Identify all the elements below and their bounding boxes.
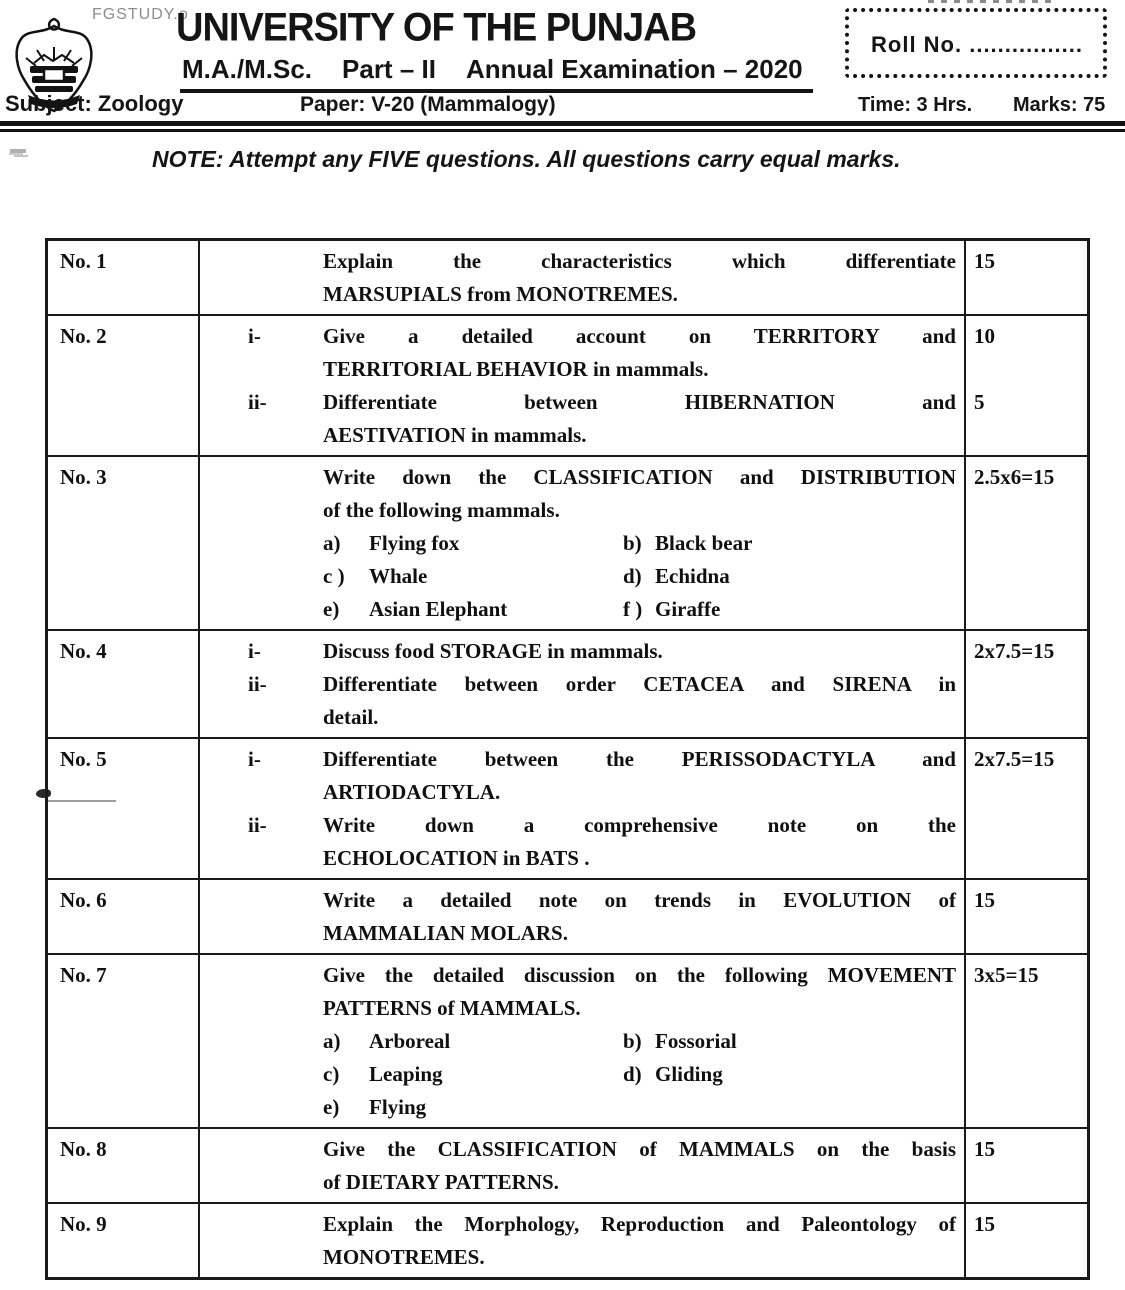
roll-no-label: Roll No. ................ xyxy=(871,32,1084,57)
question-row xyxy=(48,737,1087,878)
text-line: Differentiate between HIBERNATION and xyxy=(323,390,956,414)
part-label xyxy=(248,884,323,950)
question-part xyxy=(248,1208,964,1274)
part-text xyxy=(323,809,956,875)
text-line: Write down the CLASSIFICATION and DISTRIBUTION xyxy=(323,465,956,489)
marks-cell xyxy=(964,457,1089,629)
total-marks-label: Marks: 75 xyxy=(1013,94,1106,116)
question-part xyxy=(248,386,964,452)
option-text: Gliding xyxy=(655,1062,723,1086)
part-text xyxy=(323,386,956,452)
part-text xyxy=(323,635,956,668)
part-text xyxy=(323,1208,956,1274)
fgstudy-watermark: FGSTUDY.o xyxy=(92,6,189,23)
questions-table xyxy=(45,238,1090,1280)
marks-cell xyxy=(964,316,1089,455)
text-line: ECHOLOCATION in BATS . xyxy=(323,846,590,870)
text-line: of DIETARY PATTERNS. xyxy=(323,1170,559,1194)
part-label: i- xyxy=(248,639,261,663)
text-line: MAMMALIAN MOLARS. xyxy=(323,921,568,945)
option-item xyxy=(323,1025,623,1058)
option-letter: a) xyxy=(323,531,341,555)
question-part xyxy=(248,959,964,1025)
part-label xyxy=(248,959,323,1025)
option-item xyxy=(623,593,956,626)
question-content xyxy=(198,739,964,878)
text-line: Differentiate between order CETACEA and SIRENA in xyxy=(323,672,956,696)
options-block xyxy=(323,527,964,626)
text-line: Give the detailed discussion on the following MOVEMENT xyxy=(323,963,956,987)
part-label: Part – II xyxy=(342,54,436,84)
question-number: No. 2 xyxy=(60,324,107,348)
text-line: Explain the Morphology, Reproduction and Paleontology of xyxy=(323,1212,956,1236)
text-line: Give a detailed account on TERRITORY and xyxy=(323,324,956,348)
options-row xyxy=(323,593,956,626)
question-number: No. 5 xyxy=(60,747,107,771)
question-content xyxy=(198,316,964,455)
options-row xyxy=(323,560,956,593)
part-label xyxy=(248,1133,323,1199)
option-item xyxy=(323,527,623,560)
option-letter: c ) xyxy=(323,564,345,588)
option-letter: e) xyxy=(323,1095,340,1119)
part-text xyxy=(323,245,956,311)
part-label xyxy=(248,245,323,311)
marks-cell xyxy=(964,1129,1089,1202)
question-number: No. 6 xyxy=(60,888,107,912)
text-line: Discuss food STORAGE in mammals. xyxy=(323,639,663,663)
question-part xyxy=(248,461,964,527)
option-letter: a) xyxy=(323,1029,341,1053)
left-margin-scan-artifact xyxy=(10,149,26,153)
time-label: Time: 3 Hrs. xyxy=(858,94,973,116)
text-line: Explain the characteristics which differentiate xyxy=(323,249,956,273)
option-text: Flying fox xyxy=(369,531,460,555)
part-text xyxy=(323,959,956,1025)
marks-cell xyxy=(964,631,1089,737)
option-text: Whale xyxy=(369,564,428,588)
marks-cell xyxy=(964,1204,1089,1277)
text-line: TERRITORIAL BEHAVIOR in mammals. xyxy=(323,357,709,381)
option-text: Asian Elephant xyxy=(369,597,508,621)
text-line: Give the CLASSIFICATION of MAMMALS on the basis xyxy=(323,1137,956,1161)
options-block xyxy=(323,1025,964,1124)
marks-value: 10 xyxy=(974,324,995,348)
question-part xyxy=(248,1133,964,1199)
part-label: ii- xyxy=(248,672,267,696)
option-item xyxy=(623,1091,956,1124)
option-text: Leaping xyxy=(369,1062,443,1086)
session-label: Annual Examination – 2020 xyxy=(465,54,803,84)
option-item xyxy=(323,560,623,593)
text-line: of the following mammals. xyxy=(323,498,560,522)
part-text xyxy=(323,668,956,734)
question-row xyxy=(48,953,1087,1127)
option-text: Giraffe xyxy=(655,597,721,621)
marks-value: 15 xyxy=(974,1212,995,1236)
option-text: Arboreal xyxy=(369,1029,451,1053)
text-line: Differentiate between the PERISSODACTYLA and xyxy=(323,747,956,771)
marks-value: 5 xyxy=(974,390,985,414)
options-row xyxy=(323,527,956,560)
option-text: Black bear xyxy=(655,531,753,555)
question-row xyxy=(48,314,1087,455)
part-text xyxy=(323,743,956,809)
text-line: Write a detailed note on trends in EVOLUTION of xyxy=(323,888,956,912)
part-label xyxy=(248,1208,323,1274)
question-content xyxy=(198,631,964,737)
marks-value: 15 xyxy=(974,1137,995,1161)
question-number: No. 9 xyxy=(60,1212,107,1236)
options-row xyxy=(323,1025,956,1058)
options-row xyxy=(323,1091,956,1124)
question-number: No. 7 xyxy=(60,963,107,987)
question-row xyxy=(48,878,1087,953)
question-content xyxy=(198,241,964,314)
top-edge-scan-artifact xyxy=(928,0,1056,3)
option-item xyxy=(323,1058,623,1091)
option-letter: d) xyxy=(623,1062,642,1086)
question-row xyxy=(48,629,1087,737)
option-letter: b) xyxy=(623,1029,642,1053)
part-label: ii- xyxy=(248,390,267,414)
text-line: detail. xyxy=(323,705,379,729)
university-title: UNIVERSITY OF THE PUNJAB xyxy=(176,6,697,50)
question-part xyxy=(248,635,964,668)
option-letter: e) xyxy=(323,597,340,621)
text-line: MONOTREMES. xyxy=(323,1245,485,1269)
question-row xyxy=(48,241,1087,314)
option-text: Flying xyxy=(369,1095,427,1119)
option-letter: f ) xyxy=(623,597,643,621)
question-part xyxy=(248,668,964,734)
text-line: PATTERNS of MAMMALS. xyxy=(323,996,581,1020)
question-number: No. 4 xyxy=(60,639,107,663)
part-label xyxy=(248,461,323,527)
marks-value: 2x7.5=15 xyxy=(974,639,1055,663)
question-number: No. 3 xyxy=(60,465,107,489)
question-number: No. 1 xyxy=(60,249,107,273)
text-line: ARTIODACTYLA. xyxy=(323,780,501,804)
question-row xyxy=(48,1202,1087,1277)
question-part xyxy=(248,245,964,311)
marks-value: 2x7.5=15 xyxy=(974,747,1055,771)
option-item xyxy=(323,593,623,626)
option-letter: b) xyxy=(623,531,642,555)
question-content xyxy=(198,457,964,629)
option-item xyxy=(623,560,956,593)
option-item xyxy=(623,527,956,560)
part-text xyxy=(323,884,956,950)
marks-value: 3x5=15 xyxy=(974,963,1039,987)
instructions-note: NOTE: Attempt any FIVE questions. All questions carry equal marks. xyxy=(152,146,901,172)
marks-value: 2.5x6=15 xyxy=(974,465,1055,489)
subject-label: Subject: Zoology xyxy=(5,91,184,116)
marks-value: 15 xyxy=(974,249,995,273)
option-letter: d) xyxy=(623,564,642,588)
question-part xyxy=(248,884,964,950)
program-label: M.A./M.Sc. xyxy=(182,54,313,84)
marks-cell xyxy=(964,739,1089,878)
option-item xyxy=(623,1058,956,1091)
options-row xyxy=(323,1058,956,1091)
option-text: Echidna xyxy=(655,564,730,588)
question-part xyxy=(248,320,964,386)
paper-label: Paper: V-20 (Mammalogy) xyxy=(300,93,556,116)
marks-value: 15 xyxy=(974,888,995,912)
question-content xyxy=(198,880,964,953)
question-number: No. 8 xyxy=(60,1137,107,1161)
option-item xyxy=(623,1025,956,1058)
header-divider-rule xyxy=(0,121,1125,132)
marks-cell xyxy=(964,241,1089,314)
option-letter: c) xyxy=(323,1062,340,1086)
question-content xyxy=(198,955,964,1127)
part-label: i- xyxy=(248,747,261,771)
part-label: ii- xyxy=(248,813,267,837)
roll-no-box xyxy=(845,8,1107,78)
option-text: Fossorial xyxy=(655,1029,737,1053)
part-text xyxy=(323,1133,956,1199)
question-content xyxy=(198,1204,964,1277)
text-line: MARSUPIALS from MONOTREMES. xyxy=(323,282,678,306)
text-line: AESTIVATION in mammals. xyxy=(323,423,587,447)
text-line: Write down a comprehensive note on the xyxy=(323,813,956,837)
part-label: i- xyxy=(248,324,261,348)
part-text xyxy=(323,320,956,386)
question-content xyxy=(198,1129,964,1202)
question-part xyxy=(248,743,964,809)
exam-title-line xyxy=(180,54,813,93)
question-row xyxy=(48,1127,1087,1202)
part-text xyxy=(323,461,956,527)
marks-cell xyxy=(964,955,1089,1127)
marks-cell xyxy=(964,880,1089,953)
option-item xyxy=(323,1091,623,1124)
question-row xyxy=(48,455,1087,629)
question-part xyxy=(248,809,964,875)
